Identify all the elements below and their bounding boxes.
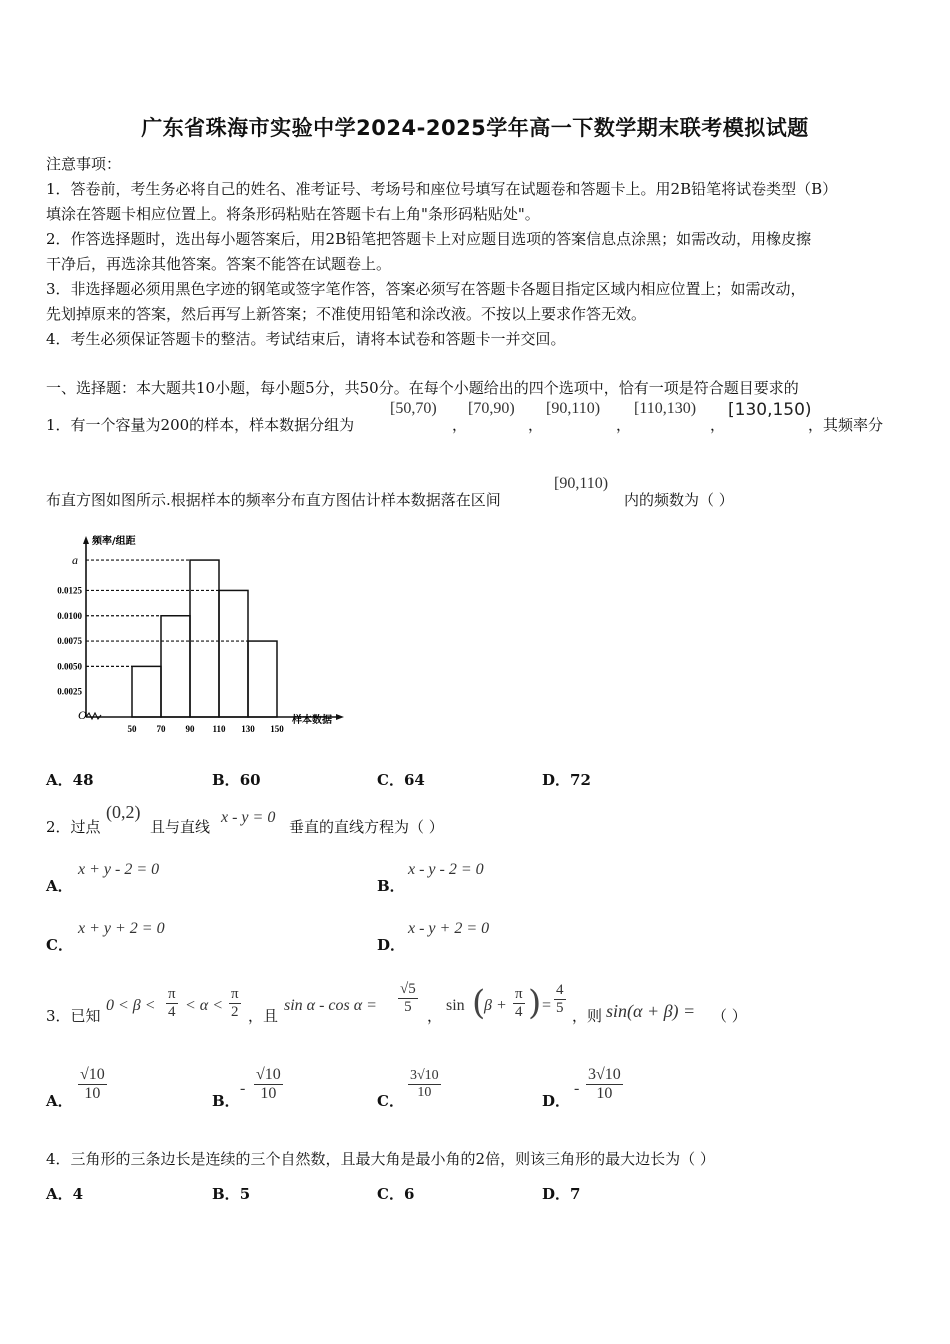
option-label: C． (377, 1185, 404, 1203)
q1-option-d[interactable] (542, 769, 591, 790)
frac-num: √10 (256, 1066, 281, 1083)
q1-group: [50,70) (390, 400, 437, 417)
notice-line: 1．答卷前，考生务必将自己的姓名、准考证号、考场号和座位号填写在试题卷和答题卡上。用2B铅笔将试卷类型（B） (46, 180, 838, 198)
q2-option-b-value: x - y - 2 = 0 (408, 861, 484, 878)
q2-option-b-label[interactable]: B． (377, 877, 405, 895)
frac-den: 4 (515, 1004, 523, 1020)
option-value: 72 (570, 771, 591, 789)
q3-frac-pi2 (229, 986, 241, 1021)
q1-option-a[interactable] (46, 769, 94, 790)
histogram-bar (161, 616, 190, 717)
notice-heading: 注意事项： (46, 155, 122, 173)
origin-label: O (78, 708, 87, 722)
frac-num: 3√10 (410, 1068, 439, 1083)
q4-option-b[interactable] (212, 1183, 250, 1204)
q3-option-b-sign: - (240, 1080, 246, 1097)
y-tick-label: 0.0075 (57, 636, 82, 647)
notice-line: 先划掉原来的答案，然后再写上新答案；不准使用铅笔和涂改液。不按以上要求作答无效。 (46, 305, 647, 323)
option-value: 5 (239, 1185, 251, 1203)
q2-suffix: 垂直的直线方程为（ ） (289, 818, 444, 836)
option-value: 64 (403, 771, 425, 789)
q3-option-b-label[interactable]: B． (212, 1092, 240, 1110)
histogram-bar (248, 641, 277, 717)
q3-ask: sin(α + β) = (606, 1001, 696, 1021)
q2-point: (0,2) (106, 802, 141, 822)
frac-num: √10 (80, 1066, 105, 1083)
q1-option-c[interactable] (377, 769, 425, 790)
q3-then: ，则 (572, 1007, 603, 1025)
histogram-bar (190, 560, 219, 717)
q3-paren-left: ( (472, 983, 486, 1023)
q3-paren: （ ） (712, 1007, 747, 1025)
option-value: 6 (403, 1185, 415, 1203)
axis-break (86, 713, 101, 719)
q3-option-d-label[interactable]: D． (542, 1092, 571, 1110)
x-axis-label: 样本数据 (292, 715, 332, 726)
x-tick-label: 50 (127, 724, 137, 734)
frac-den: 10 (596, 1085, 613, 1102)
y-tick-label: 0.0050 (57, 661, 82, 672)
q1-group: [70,90) (468, 400, 515, 417)
q2-option-d-value: x - y + 2 = 0 (408, 920, 490, 937)
q3-frac-sqrt5 (398, 981, 418, 1016)
a-label: a (72, 553, 78, 568)
q1-option-b[interactable] (212, 769, 261, 790)
q3-lt-alpha: < α < (185, 997, 223, 1014)
q2-prefix: 2．过点 (46, 818, 101, 836)
q3-frac-pi4b (513, 986, 525, 1021)
q3-eq: = (542, 997, 552, 1014)
option-value: 7 (570, 1185, 581, 1203)
x-tick-label: 110 (212, 724, 226, 734)
y-tick-label: 0.0125 (57, 585, 82, 596)
option-value: 4 (72, 1185, 84, 1203)
frac-den: 5 (404, 999, 412, 1015)
y-tick-label: 0.0100 (57, 610, 82, 621)
page-title: 广东省珠海市实验中学2024-2025学年高一下数学期末联考模拟试题 (141, 116, 809, 140)
q1-sep: ， (452, 416, 468, 434)
q4-option-d[interactable] (542, 1183, 580, 1204)
frac-den: 2 (231, 1004, 239, 1020)
x-tick-label: 130 (241, 724, 255, 734)
option-label: D． (542, 1185, 571, 1203)
notice-line: 干净后，再选涂其他答案。答案不能答在试题卷上。 (46, 255, 392, 273)
option-value: 60 (239, 771, 261, 789)
x-tick-label: 90 (185, 724, 195, 734)
frequency-histogram (46, 530, 356, 735)
notice-line: 2．作答选择题时，选出每小题答案后，用2B铅笔把答题卡上对应题目选项的答案信息点涂黑；如需改动，用橡皮擦 (46, 230, 812, 248)
frac-num: 3√10 (588, 1066, 621, 1083)
frac-den: 10 (417, 1085, 432, 1100)
q2-option-a-value: x + y - 2 = 0 (78, 861, 160, 878)
y-axis-label: 频率/组距 (92, 536, 136, 547)
q1-sep: ， (710, 416, 726, 434)
section-heading: 一、选择题：本大题共10小题，每小题5分，共50分。在每个小题给出的四个选项中，恰有一项是符合题目要求的 (46, 379, 799, 397)
frac-den: 5 (556, 1000, 564, 1016)
q1-group: [90,110) (546, 400, 601, 417)
q3-option-d-frac (586, 1066, 623, 1103)
q1-line2: 布直方图如图所示.根据样本的频率分布直方图估计样本数据落在区间 (46, 491, 501, 509)
frac-den: 4 (168, 1004, 176, 1020)
frac-num: π (231, 986, 239, 1002)
q1-interval: [90,110) (554, 475, 609, 492)
histogram-bar (219, 590, 248, 717)
q4-option-a[interactable] (46, 1183, 83, 1204)
q3-option-b-frac (254, 1066, 283, 1103)
notice-line: 3．非选择题必须用黑色字迹的钢笔或签字笔作答，答案必须写在答题卡各题目指定区域内相应位置上；如需改动， (46, 280, 806, 298)
q2-option-c-value: x + y + 2 = 0 (78, 920, 165, 937)
q3-option-a-frac (78, 1066, 107, 1103)
frac-den: 10 (260, 1085, 277, 1102)
q3-sin: sin (446, 997, 465, 1014)
q1-sep: ， (616, 416, 632, 434)
q3-option-c-label[interactable]: C． (377, 1092, 404, 1110)
q3-sincos: sin α - cos α = (284, 997, 377, 1014)
frac-num: π (168, 986, 176, 1002)
x-tick-label: 70 (156, 724, 166, 734)
q1-suffix: ，其频率分 (808, 416, 884, 434)
q3-prefix: 3．已知 (46, 1007, 101, 1025)
frac-num: √5 (400, 981, 416, 997)
q3-comma: ， (427, 1007, 443, 1025)
y-axis-arrow (83, 536, 89, 544)
q1-prefix: 1．有一个容量为200的样本，样本数据分组为 (46, 416, 355, 434)
q1-group: [130,150) (728, 400, 812, 420)
q3-option-a-label[interactable]: A． (46, 1092, 73, 1110)
q3-frac-pi4 (166, 986, 178, 1021)
y-tick-label: 0.0025 (57, 686, 82, 697)
q2-mid: 且与直线 (150, 818, 211, 836)
option-label: B． (212, 1185, 240, 1203)
frac-num: 4 (556, 982, 564, 998)
notice-line: 4．考生必须保证答题卡的整洁。考试结束后，请将本试卷和答题卡一并交回。 (46, 330, 566, 348)
notice-line: 填涂在答题卡相应位置上。将条形码粘贴在答题卡右上角"条形码粘贴处"。 (46, 205, 540, 223)
option-label: D． (542, 771, 571, 789)
frac-den: 10 (84, 1085, 101, 1102)
q3-option-c-frac (408, 1068, 441, 1101)
q3-paren-right: ) (528, 983, 542, 1023)
option-label: A． (46, 771, 73, 789)
q2-line: x - y = 0 (221, 809, 276, 826)
q3-and: ，且 (248, 1007, 279, 1025)
q1-sep: ， (528, 416, 544, 434)
option-label: B． (212, 771, 240, 789)
option-label: A． (46, 1185, 73, 1203)
option-value: 48 (72, 771, 94, 789)
frac-num: π (515, 986, 523, 1002)
q1-group: [110,130) (634, 400, 697, 417)
x-axis-arrow (336, 714, 344, 720)
q2-option-d-label[interactable]: D． (377, 936, 406, 954)
q3-beta-plus: β + (484, 997, 507, 1014)
option-label: C． (377, 771, 404, 789)
q2-option-a-label[interactable]: A． (46, 877, 73, 895)
q2-option-c-label[interactable]: C． (46, 936, 73, 954)
q4-option-c[interactable] (377, 1183, 414, 1204)
q3-frac-45 (554, 982, 566, 1017)
q1-line2-suffix: 内的频数为（ ） (624, 491, 734, 509)
q4-text: 4．三角形的三条边长是连续的三个自然数，且最大角是最小角的2倍，则该三角形的最大边长为（ ） (46, 1150, 715, 1168)
histogram-bar (132, 666, 161, 717)
x-tick-label: 150 (270, 724, 284, 734)
q3-ineq: 0 < β < (106, 997, 156, 1014)
q3-option-d-sign: - (574, 1080, 580, 1097)
